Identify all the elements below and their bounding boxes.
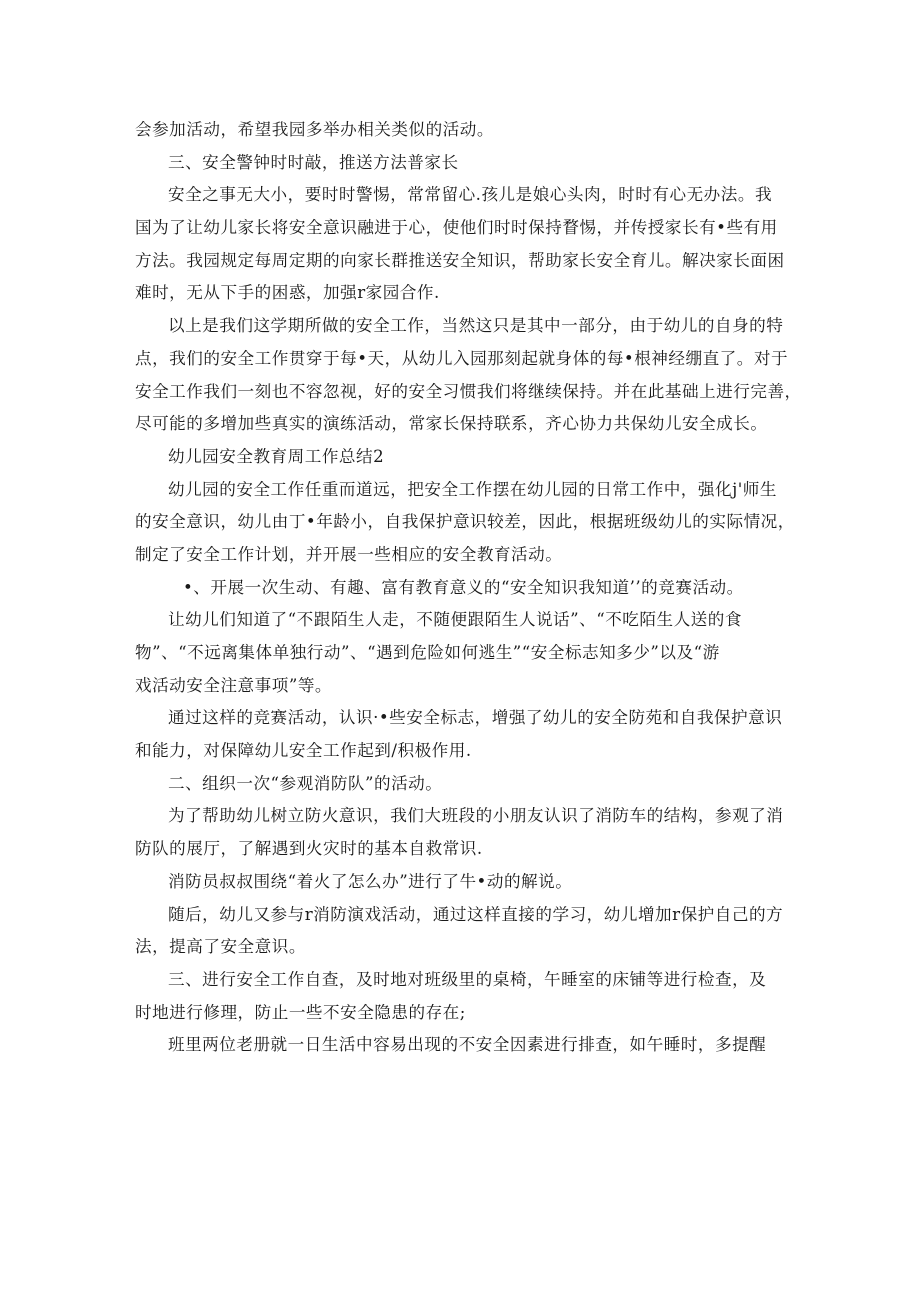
text-line: 三、安全警钟时时敲，推送方法普家长 <box>168 152 459 172</box>
text-line: 尽可能的多增加些真实的演练活动，常家长保持联系，齐心协力共保幼儿安全成长。 <box>135 414 768 434</box>
text-line: 会参加活动，希望我园多举办相关类似的活动。 <box>135 120 494 139</box>
document-body <box>135 114 802 1062</box>
text-line: 幼儿园的安全工作任重而道远，把安全工作摆在幼儿园的日常工作中，强化j'师生 <box>168 479 777 499</box>
text-line: 消防员叔叔围绕“着火了怎么办”进行了牛•动的解说。 <box>168 871 573 891</box>
text-line: 点，我们的安全工作贯穿于每•天，从幼儿入园那刻起就身体的每•根神经绷直了。对于 <box>135 348 789 368</box>
text-line: 制定了安全工作计划，并开展一些相应的安全教育活动。 <box>135 544 563 564</box>
text-line: •、开展一次生动、有趣、富有教育意义的“安全知识我知道’’的竞赛活动。 <box>183 577 744 597</box>
text-line: 安全工作我们一刻也不容忽视，好的安全习惯我们将继续保持。并在此基础上进行完善， <box>135 381 802 401</box>
text-line: 防队的展厅，了解遇到火灾时的基本自救常识. <box>135 839 483 859</box>
text-line: 三、进行安全工作自查，及时地对班级里的桌椅，午睡室的床铺等进行检查，及 <box>168 969 767 989</box>
text-line: 通过这样的竞赛活动，认识·•些安全标志，增强了幼儿的安全防苑和自我保护意识 <box>168 708 783 728</box>
text-line: 时地进行修理，防止一些不安全隐患的存在; <box>135 1002 466 1022</box>
text-line: 为了帮助幼儿树立防火意识，我们大班段的小朋友认识了消防车的结构，参观了消 <box>168 806 784 826</box>
text-line: 难时，无从下手的困惑，加强r家园合作. <box>135 283 440 303</box>
text-line: 物”、“不远离集体单独行动”、“遇到危险如何逃生”“安全标志知多少”以及“游 <box>135 643 720 662</box>
text-line: 让幼儿们知道了“不跟陌生人走，不随便跟陌生人说话”、“不吃陌生人送的食 <box>168 610 742 630</box>
text-line: 幼儿园安全教育周工作总结2 <box>168 446 385 466</box>
text-line: 安全之事无大小，要时时警惕，常常留心.孩儿是娘心头肉，时时有心无办法。我 <box>168 185 773 205</box>
text-line: 戏活动安全注意事项”等。 <box>135 675 333 695</box>
text-line: 方法。我园规定每周定期的向家长群推送安全知识，帮助家长安全育儿。解决家长面困 <box>135 250 785 270</box>
text-line: 随后，幼儿又参与r消防演戏活动，通过这样直接的学习，幼儿增加r保护自己的方 <box>168 904 784 924</box>
text-line: 班里两位老册就一日生活中容易出现的不安全因素进行排查，如午睡时，多提醒 <box>168 1035 767 1055</box>
text-line: 以上是我们这学期所做的安全工作，当然这只是其中一部分，由于幼儿的自身的特 <box>168 316 784 336</box>
text-line: 的安全意识，幼儿由丁•年龄小，自我保护意识较差，因此，根据班级幼儿的实际情况， <box>135 512 795 532</box>
text-line: 和能力，对保障幼儿安全工作起到/积极作用. <box>135 741 472 761</box>
text-line: 法，提高了安全意识。 <box>135 937 306 957</box>
text-line: 国为了让幼儿家长将安全意识融进于心，使他们时时保持瞀惕，并传授家长有•些有用 <box>135 218 778 238</box>
text-line: 二、组织一次“参观消防队”的活动。 <box>168 773 443 793</box>
